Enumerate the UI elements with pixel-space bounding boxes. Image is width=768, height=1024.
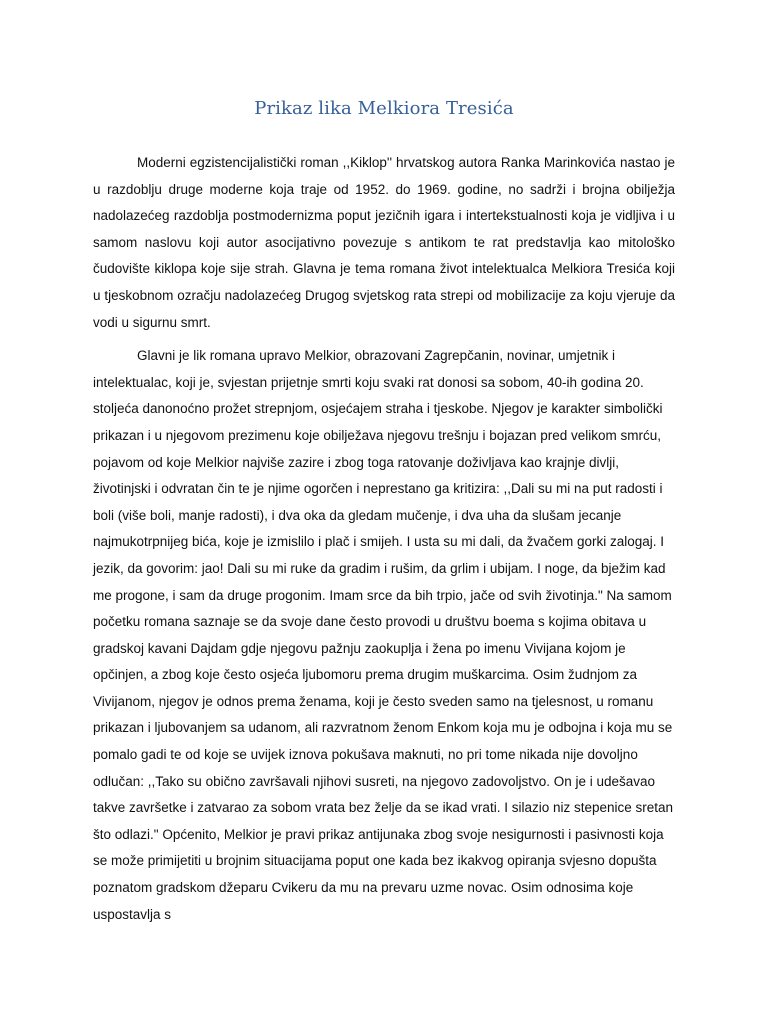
paragraph-introduction: Moderni egzistencijalistički roman ,,Kiklop'' hrvatskog autora Ranka Marinkovića nastao je u razdoblju druge moderne koja traje od 1952. do 1969. godine, no sadrži i brojna obilježja nadolazećeg razdoblja postmodernizma poput jezičnih igara i intertekstualnosti koja je vidljiva i u samom naslovu koji autor asocijativno povezuje s antikom te rat predstavlja kao mitološko čudovište kiklopa koje sije strah. Glavna je tema romana život intelektualca Melkiora Tresića koji u tjeskobnom ozračju nadolazećeg Drugog svjetskog rata strepi od mobilizacije za koju vjeruje da vodi u sigurnu smrt.: [93, 155, 675, 330]
document-title: Prikaz lika Melkiora Tresića: [254, 98, 514, 119]
paragraph-character-analysis: Glavni je lik romana upravo Melkior, obrazovani Zagrepčanin, novinar, umjetnik i intelektualac, koji je, svjestan prijetnje smrti koju svaki rat donosi sa sobom, 40-ih godina 20. stoljeća danonoćno prožet strepnjom, osjećajem straha i tjeskobe. Njegov je karakter simbolički prikazan i u njegovom prezimenu koje obilježava njegovu trešnju i bojazan pred velikom smrću, pojavom od koje Melkior najviše zazire i zbog toga ratovanje doživljava kao krajnje divlji, životinjski i odvratan čin te je njime ogorčen i neprestano ga kritizira: ,,Dali su mi na put radosti i boli (više boli, manje radosti), i dva oka da gledam mučenje, i dva uha da slušam jecanje najmukotrpnijeg bića, koje je izmislilo i plač i smijeh. I usta su mi dali, da žvačem gorki zalogaj. I jezik, da govorim: jao! Dali su mi ruke da gradim i rušim, da grlim i ubijam. I noge, da bježim kad me progone, i sam da druge progonim. Imam srce da bih trpio, jače od svih životinja." Na samom početku romana saznaje se da svoje dane često provodi u društvu boema s kojima obitava u gradskoj kavani Dajdam gdje njegovu pažnju zaokuplja i žena po imenu Vivijana kojom je opčinjen, a zbog koje često osjeća ljubomoru prema drugim muškarcima. Osim žudnjom za Vivijanom, njegov je odnos prema ženama, koji je često sveden samo na tjelesnost, u romanu prikazan i ljubovanjem sa udanom, ali razvratnom ženom Enkom koja mu je odbojna i koja mu se pomalo gadi te od koje se uvijek iznova pokušava maknuti, no pri tome nikada nije dovoljno odlučan: ,,Tako su obično završavali njihovi susreti, na njegovo zadovoljstvo. On je i udešavao takve završetke i zatvarao za sobom vrata bez želje da se ikad vrati. I silazio niz stepenice sretan što odlazi." Općenito, Melkior je pravi prikaz antijunaka zbog svoje nesigurnosti i pasivnosti koja se može primijetiti u brojnim situacijama poput one kada bez ikakvog opiranja svjesno dopušta poznatom gradskom džeparu Cvikeru da mu na prevaru uzme novac. Osim odnosima koje uspostavlja s: [93, 348, 674, 922]
document-body: [93, 150, 675, 935]
